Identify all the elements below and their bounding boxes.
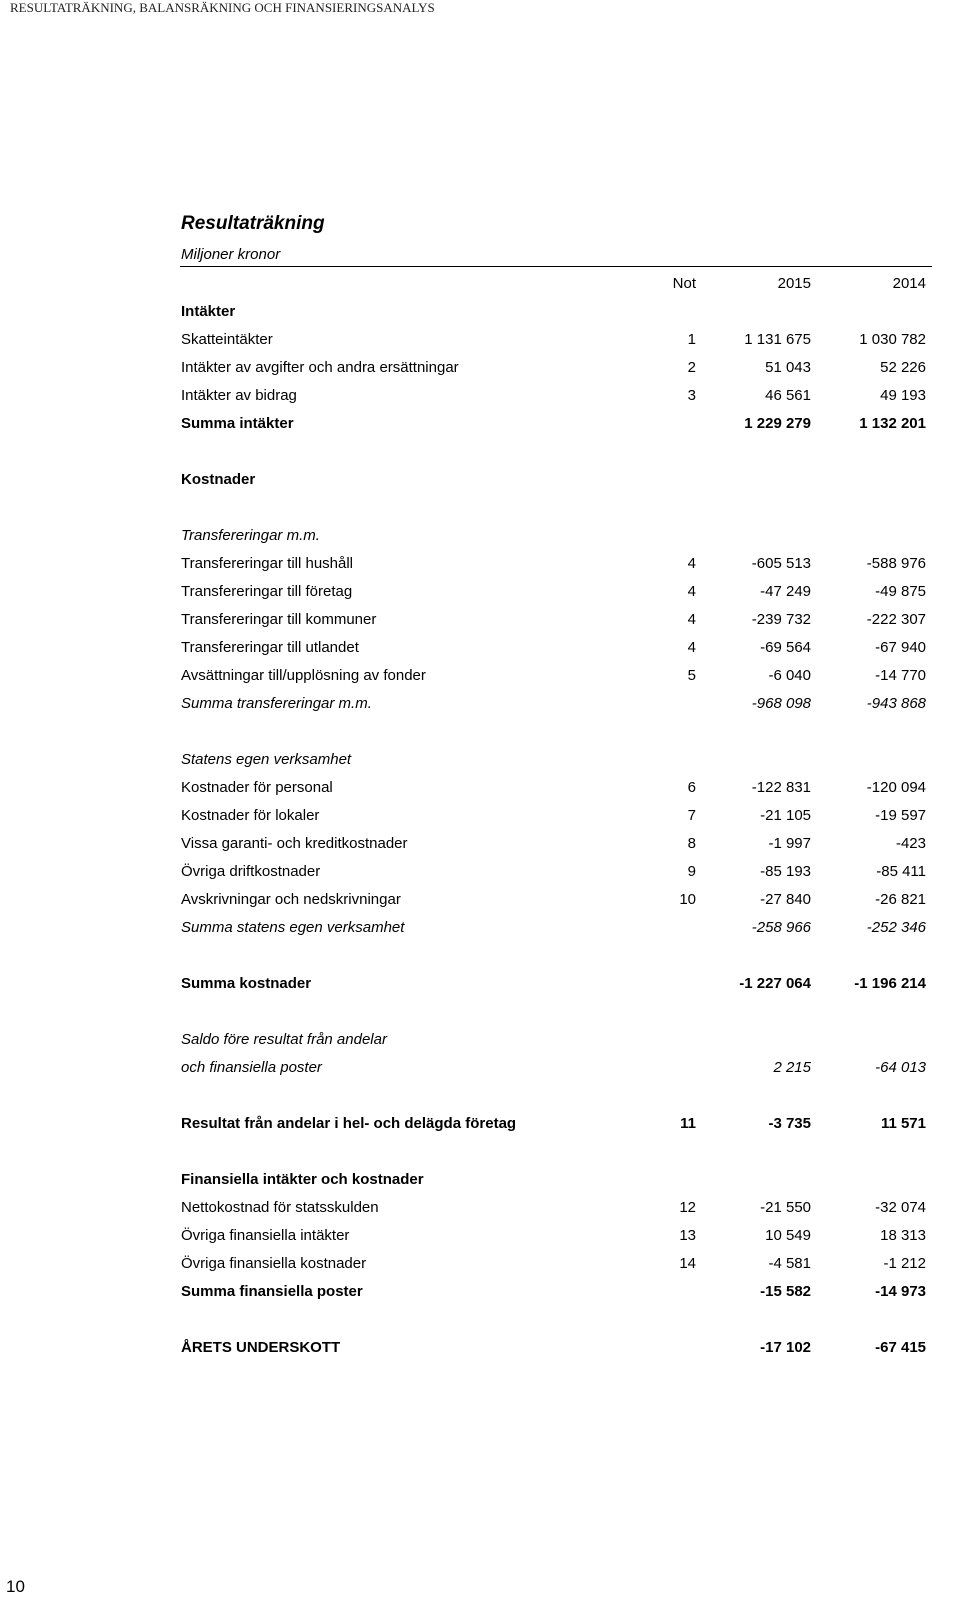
row-value-2014: 11 571 xyxy=(880,1115,926,1132)
table-row xyxy=(0,667,960,689)
row-value-2015: -239 732 xyxy=(751,611,811,628)
row-value-2015: -258 966 xyxy=(751,919,811,936)
row-note: 4 xyxy=(687,611,696,628)
row-label: Övriga finansiella kostnader xyxy=(181,1255,367,1272)
table-row xyxy=(0,303,960,325)
row-value-2015: -85 193 xyxy=(760,863,811,880)
row-value-2014: 49 193 xyxy=(880,387,926,404)
row-value-2014: -423 xyxy=(895,835,926,852)
row-value-2015: -968 098 xyxy=(751,695,811,712)
row-value-2015: 10 549 xyxy=(765,1227,811,1244)
table-row xyxy=(0,807,960,829)
row-value-2014: -14 973 xyxy=(875,1283,926,1300)
row-note: 9 xyxy=(687,863,696,880)
row-value-2014: -49 875 xyxy=(875,583,926,600)
row-label: Saldo före resultat från andelar xyxy=(181,1031,387,1048)
row-value-2014: -14 770 xyxy=(875,667,926,684)
row-value-2014: -252 346 xyxy=(866,919,926,936)
table-row xyxy=(0,1059,960,1081)
row-value-2015: -1 227 064 xyxy=(739,975,811,992)
row-label: Summa statens egen verksamhet xyxy=(181,919,405,936)
row-value-2014: -67 415 xyxy=(875,1339,926,1356)
table-row xyxy=(0,919,960,941)
row-label: Intäkter xyxy=(181,303,236,320)
table-row xyxy=(0,359,960,381)
row-value-2015: -69 564 xyxy=(760,639,811,656)
row-note: 11 xyxy=(680,1115,696,1132)
row-label: Nettokostnad för statsskulden xyxy=(181,1199,379,1216)
table-row xyxy=(0,1255,960,1277)
table-row xyxy=(0,387,960,409)
table-row xyxy=(0,1171,960,1193)
row-value-2014: -67 940 xyxy=(875,639,926,656)
row-value-2015: -17 102 xyxy=(760,1339,811,1356)
page-number: 10 xyxy=(6,1577,25,1596)
row-label: Skatteintäkter xyxy=(181,331,273,348)
row-value-2015: -27 840 xyxy=(760,891,811,908)
column-header-row xyxy=(0,275,960,297)
table-row xyxy=(0,751,960,773)
row-value-2015: -122 831 xyxy=(751,779,811,796)
row-value-2015: 51 043 xyxy=(765,359,811,376)
table-row xyxy=(0,583,960,605)
row-label: Övriga driftkostnader xyxy=(181,863,321,880)
table-row xyxy=(0,1031,960,1053)
row-value-2014: -32 074 xyxy=(875,1199,926,1216)
row-note: 5 xyxy=(687,667,696,684)
row-value-2015: 2 215 xyxy=(773,1059,811,1076)
row-note: 1 xyxy=(687,331,696,348)
table-row xyxy=(0,527,960,549)
row-value-2015: -605 513 xyxy=(751,555,811,572)
row-label: Övriga finansiella intäkter xyxy=(181,1227,350,1244)
column-header-note: Not xyxy=(672,275,696,292)
row-value-2014: 1 132 201 xyxy=(859,415,926,432)
table-row xyxy=(0,415,960,437)
table-row xyxy=(0,779,960,801)
row-value-2014: -19 597 xyxy=(875,807,926,824)
row-label: Finansiella intäkter och kostnader xyxy=(181,1171,424,1188)
row-value-2015: -6 040 xyxy=(768,667,811,684)
table-row xyxy=(0,863,960,885)
row-value-2015: -3 735 xyxy=(768,1115,811,1132)
row-note: 4 xyxy=(687,555,696,572)
row-note: 3 xyxy=(687,387,696,404)
row-note: 6 xyxy=(687,779,696,796)
row-label: Transfereringar till utlandet xyxy=(181,639,359,656)
header-rule xyxy=(180,266,932,267)
row-value-2014: -222 307 xyxy=(866,611,926,628)
row-value-2014: 52 226 xyxy=(880,359,926,376)
table-row xyxy=(0,639,960,661)
row-value-2015: -21 550 xyxy=(760,1199,811,1216)
table-row xyxy=(0,611,960,633)
row-value-2015: -47 249 xyxy=(760,583,811,600)
row-value-2015: -4 581 xyxy=(768,1255,811,1272)
table-row xyxy=(0,471,960,493)
row-label: Transfereringar till hushåll xyxy=(181,555,354,572)
table-row xyxy=(0,1199,960,1221)
table-row xyxy=(0,975,960,997)
row-note: 10 xyxy=(679,891,696,908)
row-value-2014: 1 030 782 xyxy=(859,331,926,348)
row-value-2015: 1 229 279 xyxy=(744,415,811,432)
row-label: Transfereringar m.m. xyxy=(181,527,320,544)
row-label: Summa finansiella poster xyxy=(181,1283,363,1300)
page-subtitle: Miljoner kronor xyxy=(181,246,281,263)
row-note: 4 xyxy=(687,639,696,656)
table-row xyxy=(0,891,960,913)
row-label: Kostnader för lokaler xyxy=(181,807,320,824)
row-note: 2 xyxy=(687,359,696,376)
table-row xyxy=(0,835,960,857)
row-label: Transfereringar till kommuner xyxy=(181,611,377,628)
row-value-2015: -15 582 xyxy=(760,1283,811,1300)
row-value-2014: -943 868 xyxy=(866,695,926,712)
column-header-year1: 2015 xyxy=(777,275,811,292)
row-note: 4 xyxy=(687,583,696,600)
row-value-2015: 46 561 xyxy=(765,387,811,404)
row-label: Avskrivningar och nedskrivningar xyxy=(181,891,401,908)
row-value-2014: -588 976 xyxy=(866,555,926,572)
row-value-2015: -1 997 xyxy=(768,835,811,852)
row-note: 12 xyxy=(679,1199,696,1216)
row-value-2015: -21 105 xyxy=(760,807,811,824)
row-label: Statens egen verksamhet xyxy=(181,751,352,768)
row-note: 7 xyxy=(687,807,696,824)
row-label: Intäkter av avgifter och andra ersättningar xyxy=(181,359,459,376)
row-value-2014: 18 313 xyxy=(880,1227,926,1244)
row-label: Summa transfereringar m.m. xyxy=(181,695,372,712)
row-value-2014: -1 212 xyxy=(883,1255,926,1272)
page-title: Resultaträkning xyxy=(181,213,325,234)
row-label: Avsättningar till/upplösning av fonder xyxy=(181,667,426,684)
row-label: Kostnader för personal xyxy=(181,779,333,796)
row-label: Intäkter av bidrag xyxy=(181,387,297,404)
table-row xyxy=(0,1227,960,1249)
running-header: RESULTATRÄKNING, BALANSRÄKNING OCH FINANSIERINGSANALYS xyxy=(10,0,435,15)
table-row xyxy=(0,1115,960,1137)
row-value-2014: -120 094 xyxy=(866,779,926,796)
row-note: 8 xyxy=(687,835,696,852)
row-note: 14 xyxy=(679,1255,696,1272)
row-value-2014: -64 013 xyxy=(875,1059,926,1076)
table-row xyxy=(0,695,960,717)
row-label: Summa intäkter xyxy=(181,415,294,432)
table-row xyxy=(0,555,960,577)
row-value-2015: 1 131 675 xyxy=(744,331,811,348)
row-note: 13 xyxy=(679,1227,696,1244)
table-row xyxy=(0,1339,960,1361)
table-row xyxy=(0,331,960,353)
row-value-2014: -26 821 xyxy=(875,891,926,908)
column-header-year2: 2014 xyxy=(892,275,926,292)
row-label: Kostnader xyxy=(181,471,256,488)
row-value-2014: -1 196 214 xyxy=(854,975,926,992)
row-label: Summa kostnader xyxy=(181,975,312,992)
row-label: Transfereringar till företag xyxy=(181,583,353,600)
row-label: Vissa garanti- och kreditkostnader xyxy=(181,835,408,852)
row-value-2014: -85 411 xyxy=(876,863,926,880)
row-label: ÅRETS UNDERSKOTT xyxy=(181,1339,341,1356)
table-row xyxy=(0,1283,960,1305)
row-label: Resultat från andelar i hel- och delägda företag xyxy=(181,1115,517,1132)
row-label: och finansiella poster xyxy=(181,1059,322,1076)
